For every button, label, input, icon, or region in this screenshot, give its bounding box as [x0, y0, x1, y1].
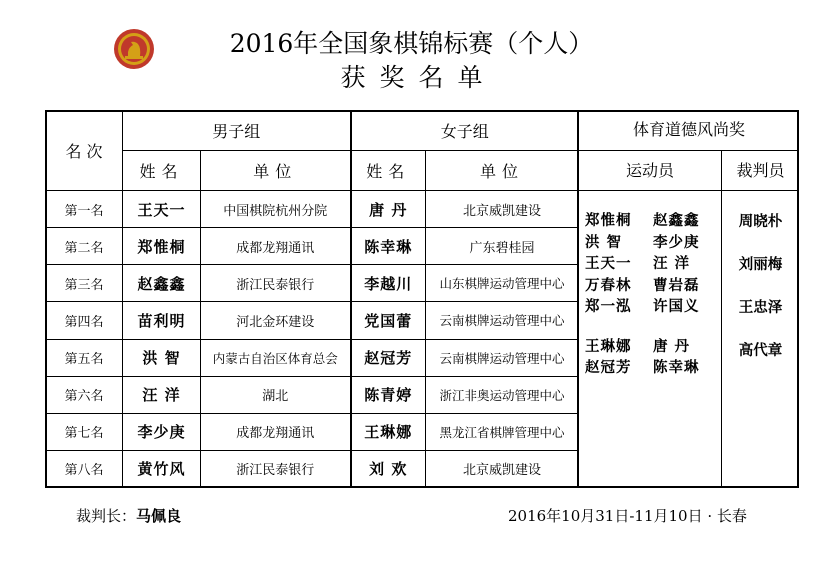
- chief-referee-name: 马佩良: [136, 507, 182, 525]
- rank-cell: 第七名: [46, 413, 123, 450]
- referees-header: 裁判员: [736, 161, 785, 180]
- men-name-cell: 李少庚: [123, 413, 201, 450]
- women-unit-cell: 云南棋牌运动管理中心: [426, 339, 579, 376]
- athletes-header: 运动员: [625, 161, 674, 180]
- table-row: [46, 376, 579, 413]
- men-unit-cell: 浙江民泰银行: [201, 450, 351, 487]
- women-group-header: 女子组: [351, 111, 579, 151]
- women-name-header: 姓名: [351, 151, 426, 191]
- athlete-list: [585, 210, 721, 379]
- referee-list: [722, 210, 799, 382]
- men-name-cell: 王天一: [123, 191, 201, 228]
- referee-name: 王忠泽: [738, 299, 783, 316]
- men-unit-cell: 内蒙古自治区体育总会: [201, 339, 351, 376]
- women-unit-cell: 广东碧桂园: [426, 228, 579, 265]
- women-unit-cell: 黑龙江省棋牌管理中心: [426, 413, 579, 450]
- men-unit-cell: 河北金环建设: [201, 302, 351, 339]
- men-name-cell: 汪 洋: [123, 376, 201, 413]
- referee-name: 高代章: [738, 342, 783, 359]
- table-row: [46, 339, 579, 376]
- results-table: [45, 110, 579, 488]
- date-place: 2016年10月31日-11月10日 · 长春: [508, 507, 747, 525]
- women-unit-cell: 山东棋牌运动管理中心: [426, 265, 579, 302]
- women-name-cell: 陈青婷: [351, 376, 426, 413]
- athlete-name: 曹岩磊: [653, 276, 700, 294]
- table-row: [46, 265, 579, 302]
- men-unit-header: 单位: [201, 151, 351, 191]
- women-name-cell: 党国蕾: [351, 302, 426, 339]
- list-item: [585, 357, 721, 379]
- men-unit-cell: 成都龙翔通讯: [201, 228, 351, 265]
- athlete-name: 赵鑫鑫: [653, 212, 700, 229]
- athlete-name: 郑惟桐: [585, 212, 632, 229]
- rank-cell: 第四名: [46, 302, 123, 339]
- women-name-cell: 唐 丹: [351, 191, 426, 228]
- women-unit-cell: 浙江非奥运动管理中心: [426, 376, 579, 413]
- rank-cell: 第三名: [46, 265, 123, 302]
- men-name-header: 姓名: [123, 151, 201, 191]
- men-name-cell: 苗利明: [123, 302, 201, 339]
- rank-cell: 第五名: [46, 339, 123, 376]
- men-name-cell: 黄竹风: [123, 450, 201, 487]
- chief-referee-label: 裁判长：: [76, 507, 137, 525]
- athlete-name: 郑一泓: [585, 298, 632, 315]
- women-unit-cell: 北京威凯建设: [426, 450, 579, 487]
- athlete-name: 王琳娜: [585, 337, 632, 355]
- table-row: [46, 228, 579, 265]
- table-row: [46, 413, 579, 450]
- athlete-name: 万春林: [585, 276, 632, 294]
- men-unit-cell: 成都龙翔通讯: [201, 413, 351, 450]
- table-row: [46, 302, 579, 339]
- women-name-cell: 陈幸琳: [351, 228, 426, 265]
- panel-divider: [577, 190, 799, 191]
- sportsmanship-panel: [577, 110, 799, 488]
- rank-header: 名 次: [46, 111, 123, 191]
- list-item: [585, 296, 721, 318]
- athlete-name: 王天一: [585, 255, 632, 272]
- rank-cell: 第二名: [46, 228, 123, 265]
- referee-name: 刘丽梅: [738, 256, 783, 273]
- list-item: [585, 253, 721, 275]
- referee-name: 周晓朴: [738, 213, 783, 230]
- athlete-name: 洪 智: [585, 233, 623, 251]
- men-group-header: 男子组: [123, 111, 351, 151]
- athlete-name: 许国义: [653, 298, 700, 315]
- sportsmanship-title: 体育道德风尚奖: [632, 120, 745, 139]
- women-name-cell: 赵冠芳: [351, 339, 426, 376]
- rank-cell: 第一名: [46, 191, 123, 228]
- women-name-cell: 李越川: [351, 265, 426, 302]
- men-unit-cell: 湖北: [201, 376, 351, 413]
- page-subtitle: 获奖名单: [340, 63, 497, 92]
- athlete-name: 唐 丹: [653, 337, 691, 355]
- page-title: 2016年全国象棋锦标赛（个人）: [229, 29, 594, 58]
- athlete-name: 李少庚: [653, 233, 700, 251]
- women-unit-cell: 云南棋牌运动管理中心: [426, 302, 579, 339]
- women-name-cell: 刘 欢: [351, 450, 426, 487]
- list-item: [585, 336, 721, 358]
- athlete-name: 赵冠芳: [585, 359, 632, 376]
- men-unit-cell: 浙江民泰银行: [201, 265, 351, 302]
- table-row: [46, 191, 579, 228]
- rank-cell: 第六名: [46, 376, 123, 413]
- athlete-name: 汪 洋: [653, 255, 691, 272]
- athlete-name: 陈幸琳: [653, 359, 700, 376]
- list-item: [585, 275, 721, 297]
- list-item: [585, 232, 721, 254]
- rank-cell: 第八名: [46, 450, 123, 487]
- table-row: [46, 450, 579, 487]
- men-name-cell: 洪 智: [123, 339, 201, 376]
- men-name-cell: 赵鑫鑫: [123, 265, 201, 302]
- women-unit-header: 单位: [426, 151, 579, 191]
- women-name-cell: 王琳娜: [351, 413, 426, 450]
- chief-referee: [76, 505, 181, 526]
- men-name-cell: 郑惟桐: [123, 228, 201, 265]
- women-unit-cell: 北京威凯建设: [426, 191, 579, 228]
- men-unit-cell: 中国棋院杭州分院: [201, 191, 351, 228]
- list-item: [585, 210, 721, 232]
